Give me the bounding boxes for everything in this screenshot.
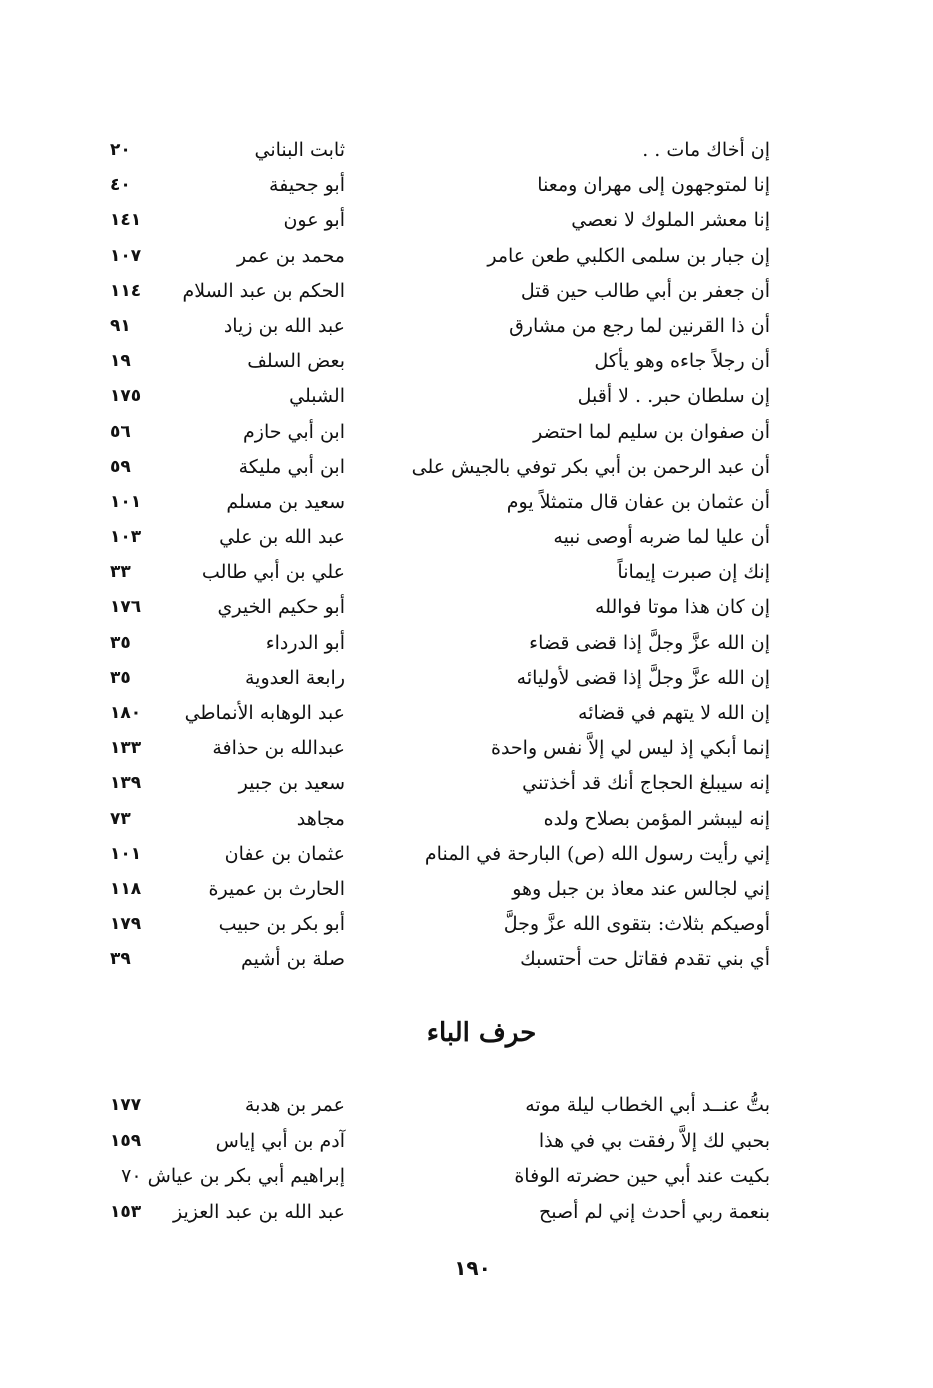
quote-incipit: إنما أبكي إذ ليس لي إلاَّ نفس واحدة	[491, 737, 770, 760]
page-reference: ٣٩	[110, 949, 131, 970]
page-reference: ٣٥	[110, 667, 131, 688]
index-row	[110, 837, 770, 872]
narrator-name: أبو عون	[283, 209, 345, 232]
narrator-name: بعض السلف	[247, 350, 345, 373]
index-row	[110, 1088, 770, 1124]
narrator-name: ابن أبي حازم	[243, 420, 345, 443]
index-row	[110, 203, 770, 238]
index-row	[110, 415, 770, 450]
narrator-name: ابن أبي مليكة	[238, 455, 345, 478]
narrator-name: الشبلي	[289, 385, 345, 408]
narrator-name: علي بن أبي طالب	[201, 561, 345, 584]
index-row	[110, 766, 770, 801]
quote-incipit: إن أخاك مات . .	[642, 139, 770, 161]
quote-incipit: أن عثمان بن عفان قال متمثلاً يوم	[506, 490, 770, 513]
index-row	[110, 942, 770, 977]
page-reference: ١٠١	[110, 843, 142, 864]
quote-incipit: إن الله عزَّ وجلَّ إذا قضى قضاء	[529, 631, 770, 654]
page-reference: ١٥٩	[110, 1130, 142, 1151]
page-reference: ١١٤	[110, 280, 142, 301]
narrator-name: عبد الله بن عبد العزيز	[172, 1200, 345, 1223]
quote-incipit: أن عبد الرحمن بن أبي بكر توفي بالجيش على	[411, 455, 770, 478]
index-row	[110, 450, 770, 485]
index-row	[110, 1159, 770, 1195]
index-row	[110, 309, 770, 344]
index-row	[110, 1124, 770, 1160]
quote-incipit: بنعمة ربي أحدث إني لم أصبح	[539, 1200, 770, 1223]
index-row	[110, 907, 770, 942]
quote-incipit: بحبي لك إلاَّ رفقت بي في هذا	[538, 1129, 770, 1152]
index-row	[110, 590, 770, 625]
index-row	[110, 1195, 770, 1231]
index-row	[110, 872, 770, 907]
index-row	[110, 696, 770, 731]
page-reference: ١٣٩	[110, 773, 142, 794]
page-reference: ١٧٧	[110, 1095, 142, 1115]
index-row	[110, 379, 770, 414]
quote-incipit: أن عليا لما ضربه أوصى نبيه	[553, 526, 770, 549]
quote-incipit: أن جعفر بن أبي طالب حين قتل	[520, 279, 770, 302]
index-list-baa	[110, 1088, 770, 1230]
index-row	[110, 168, 770, 203]
index-row	[110, 520, 770, 555]
index-row	[110, 133, 770, 168]
quote-incipit: أوصيكم بثلاث: بتقوى الله عزَّ وجلَّ	[503, 913, 770, 936]
index-row	[110, 485, 770, 520]
page-reference: ٥٦	[110, 421, 131, 442]
page-reference: ٤٠	[110, 175, 131, 196]
page-reference: ١٠١	[110, 491, 142, 512]
index-row	[110, 555, 770, 590]
narrator-name: الحارث بن عميرة	[208, 877, 345, 900]
narrator-name: أبو الدرداء	[265, 631, 345, 654]
page-reference: ١٥٣	[110, 1201, 142, 1222]
section-heading: حرف الباء	[426, 1018, 537, 1048]
page-reference: ١٤١	[110, 210, 142, 231]
index-list-main	[110, 133, 770, 978]
narrator-name: ثابت البناني	[254, 139, 345, 161]
index-row	[110, 274, 770, 309]
quote-incipit: إنه سيبلغ الحجاج أنك قد أخذتني	[522, 772, 770, 795]
narrator-name: مجاهد	[296, 807, 345, 830]
page-reference: ١٨٠	[110, 703, 142, 723]
page-reference: ٣٥	[110, 632, 131, 653]
narrator-name: محمد بن عمر	[236, 244, 345, 267]
page-reference: ٥٩	[110, 456, 131, 477]
quote-incipit: إن الله لا يتهم في قضائه	[578, 702, 770, 724]
index-row	[110, 344, 770, 379]
narrator-name: سعيد بن جبير	[238, 772, 345, 795]
narrator-name: الحكم بن عبد السلام	[182, 279, 345, 302]
quote-incipit: إن جبار بن سلمى الكلبي طعن عامر	[487, 244, 770, 267]
page-reference: ٩١	[110, 315, 131, 336]
quote-incipit: إن كان هذا موتا فوالله	[595, 596, 770, 619]
narrator-name: إبراهيم أبي بكر بن عياش ٧٠	[121, 1165, 345, 1187]
page-reference: ١٩	[110, 351, 131, 372]
narrator-name: عبد الله بن زياد	[223, 314, 345, 337]
page-reference: ١٧٥	[110, 386, 142, 407]
narrator-name: عبد الوهابه الأنماطي	[184, 702, 345, 724]
quote-incipit: إنا لمتوجهون إلى مهران ومعنا	[537, 174, 770, 197]
narrator-name: عبدالله بن حذافة	[212, 737, 345, 760]
index-row	[110, 626, 770, 661]
page-reference: ٧٣	[110, 808, 131, 829]
narrator-name: أبو جحيفة	[269, 174, 345, 197]
quote-incipit: إني لجالس عند معاذ بن جبل وهو	[512, 877, 770, 900]
quote-incipit: إن سلطان حبر. . لا أقبل	[577, 385, 770, 408]
index-row	[110, 731, 770, 766]
index-row	[110, 661, 770, 696]
quote-incipit: إني رأيت رسول الله (ص) البارحة في المنام	[424, 842, 770, 865]
narrator-name: رابعة العدوية	[245, 666, 345, 689]
page-reference: ١٠٧	[110, 245, 142, 266]
narrator-name: أبو حكيم الخيري	[217, 596, 345, 619]
narrator-name: آدم بن أبي إياس	[215, 1129, 345, 1152]
narrator-name: صلة بن أشيم	[240, 948, 345, 971]
quote-incipit: إن الله عزَّ وجلَّ إذا قضى لأوليائه	[516, 666, 770, 689]
page-reference: ٢٠	[110, 140, 131, 160]
page-reference: ١٧٦	[110, 597, 142, 618]
page-reference: ١٠٣	[110, 527, 142, 548]
quote-incipit: إنه ليبشر المؤمن بصلاح ولده	[543, 807, 770, 830]
index-row	[110, 802, 770, 837]
quote-incipit: أي بني تقدم فقاتل حت أحتسبك	[520, 948, 770, 971]
narrator-name: عبد الله بن علي	[219, 526, 345, 549]
page-reference: ١٧٩	[110, 914, 142, 935]
page-reference: ٣٣	[110, 562, 131, 583]
quote-incipit: أن صفوان بن سليم لما احتضر	[533, 420, 770, 443]
quote-incipit: أن ذا القرنين لما رجع من مشارق	[509, 314, 770, 337]
narrator-name: عمر بن هدبة	[244, 1094, 345, 1116]
narrator-name: عثمان بن عفان	[224, 842, 345, 865]
page-reference: ١٣٣	[110, 738, 142, 759]
quote-incipit: إنا معشر الملوك لا نعصي	[571, 209, 770, 232]
narrator-name: أبو بكر بن حبيب	[218, 913, 345, 936]
quote-incipit: أن رجلاً جاءه وهو يأكل	[594, 350, 770, 373]
narrator-name: سعيد بن مسلم	[226, 490, 345, 513]
page-number: ١٩٠	[454, 1256, 491, 1280]
quote-incipit: إنك إن صبرت إيماناً	[617, 561, 770, 584]
quote-incipit: بكيت عند أبي حين حضرته الوفاة	[514, 1165, 770, 1187]
page-reference: ١١٨	[110, 878, 142, 899]
quote-incipit: بتُّ عنــد أبي الخطاب ليلة موته	[525, 1094, 770, 1116]
index-row	[110, 239, 770, 274]
